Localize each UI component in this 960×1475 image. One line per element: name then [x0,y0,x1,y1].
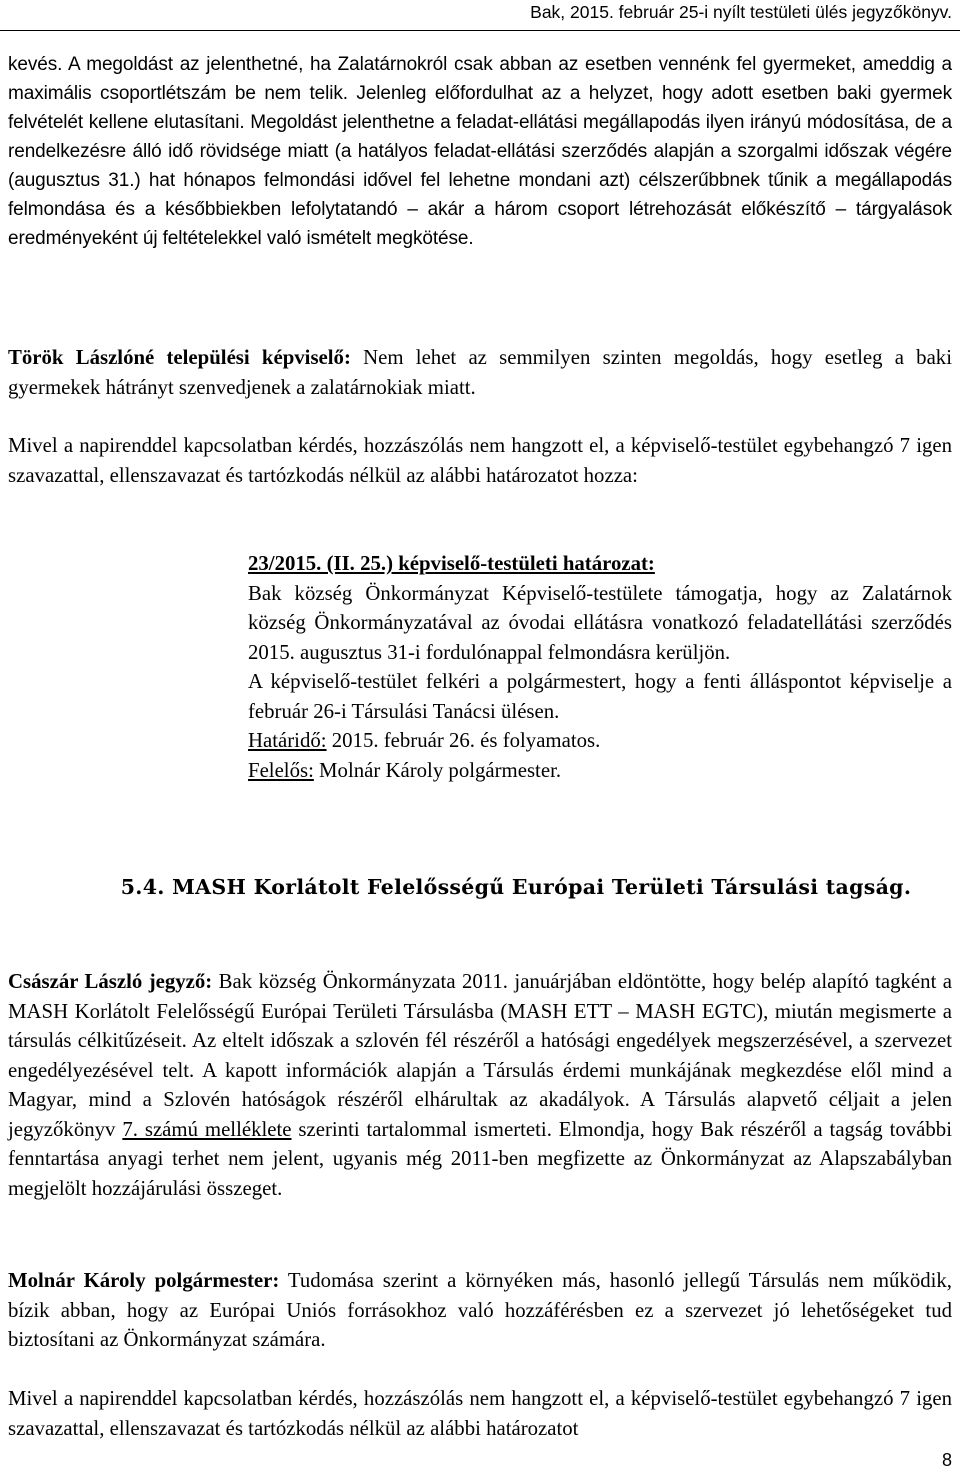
page-number: 8 [941,1450,952,1470]
running-header: Bak, 2015. február 25-i nyílt testületi ülés jegyzőkönyv. [530,2,952,22]
speaker-text: Nem lehet az semmilyen szinten megoldás, hogy esetleg a baki gyermekek hátrányt szenvedjenek a zalatárnokiak miatt. [8,346,952,399]
deadline-value: 2015. február 26. és folyamatos. [326,729,601,752]
paragraph-speaker-csaszar [8,967,952,1203]
annex-reference-link[interactable]: 7. számú melléklete [122,1117,292,1141]
resolution-request: A képviselő-testület felkéri a polgármestert, hogy a fenti álláspontot képviselje a február 26-i Társulási Tanácsi ülésen. [248,670,952,723]
resolution-deadline [248,726,952,756]
speaker-text: Tudomása szerint a környéken más, hasonló jellegű Társulás nem működik, bízik abban, hogy az Európai Uniós forrásokhoz való hozzáférésben ez a szervezet jó lehetőségeket tud biztosítani az Önkormányzat számára. [8,1269,952,1351]
speaker-text-2: szerinti tartalommal ismerteti. Elmondja, hogy Bak részéről a tagság további fenntartása anyagi terhet nem jelent, ugyanis még 2011-ben megfizette az Önkormányzat az Alapszabályban megjelölt hozzájárulási összeget. [8,1117,952,1200]
speaker-name: Molnár Károly polgármester: [8,1269,280,1292]
resolution-title: 23/2015. (II. 25.) képviselő-testületi határozat: [248,552,655,575]
section-heading: 5.4. MASH Korlátolt Felelősségű Európai Területi Társulási tagság. [120,875,912,899]
speaker-name: Császár László jegyző: [8,970,213,993]
responsible-value: Molnár Károly polgármester. [313,758,562,782]
resolution-responsible [248,756,952,786]
responsible-label: Felelős: [248,758,314,782]
deadline-label: Határidő: [248,729,327,752]
speaker-name: Török Lászlóné települési képviselő: [8,346,351,369]
paragraph-speaker-molnar [8,1266,952,1355]
paragraph-speaker-torok [8,343,952,402]
resolution-block [248,549,952,785]
resolution-body: Bak község Önkormányzat Képviselő-testülete támogatja, hogy az Zalatárnok község Önkormányzatával az óvodai ellátásra vonatkozó feladatellátási szerződés 2015. augusztus 31-i fordulónappal felmondásra kerüljön. [248,581,952,664]
header-rule [0,30,960,31]
paragraph-vote: Mivel a napirenddel kapcsolatban kérdés, hozzászólás nem hangzott el, a képviselő-testület egybehangzó 7 igen szavazattal, ellenszavazat és tartózkodás nélkül az alábbi határozatot hozza: [8,434,952,487]
paragraph-context: kevés. A megoldást az jelenthetné, ha Zalatárnokról csak abban az esetben vennénk fel gyermeket, ameddig a maximális csoportlétszám be nem telik. Jelenleg előfordulhat az a helyzet, hogy adott esetben baki gyermek felvételét kellene elutasítani. Megoldást jelenthetne a feladat-ellátási megállapodás ilyen irányú módosítása, de a rendelkezésre álló idő rövidsége miatt (a hatályos feladat-ellátási szerződés alapján a szorgalmi időszak végére (augusztus 31.) hat hónapos felmondási idővel fel lehetne mondani azt) célszerűbbnek tűnik a megállapodás felmondása és a későbbiekben lefolytatandó – akár a három csoport létrehozását előkészítő – tárgyalások eredményeként új feltételekkel való ismételt megkötése. [8,54,952,249]
speaker-text-1: Bak község Önkormányzata 2011. januárjában eldöntötte, hogy belép alapító tagként a MASH Korlátolt Felelősségű Európai Területi Társulásba (MASH ETT – MASH EGTC), miután megismerte a társulás célkitűzéseit. Az eltelt időszak a szlovén fél részéről a hatósági engedélyek megszerzésével, a szervezet engedélyezésével telt. A kapott információk alapján a Társulás érdemi munkájának megkezdése elől mind a Magyar, mind a Szlovén hatóságok részéről elhárultak az akadályok. A Társulás alapvető céljait a jelen jegyzőkönyv [8,970,952,1141]
paragraph-vote-2: Mivel a napirenddel kapcsolatban kérdés, hozzászólás nem hangzott el, a képviselő-testület egybehangzó 7 igen szavazattal, ellenszavazat és tartózkodás nélkül az alábbi határozatot [8,1387,952,1440]
